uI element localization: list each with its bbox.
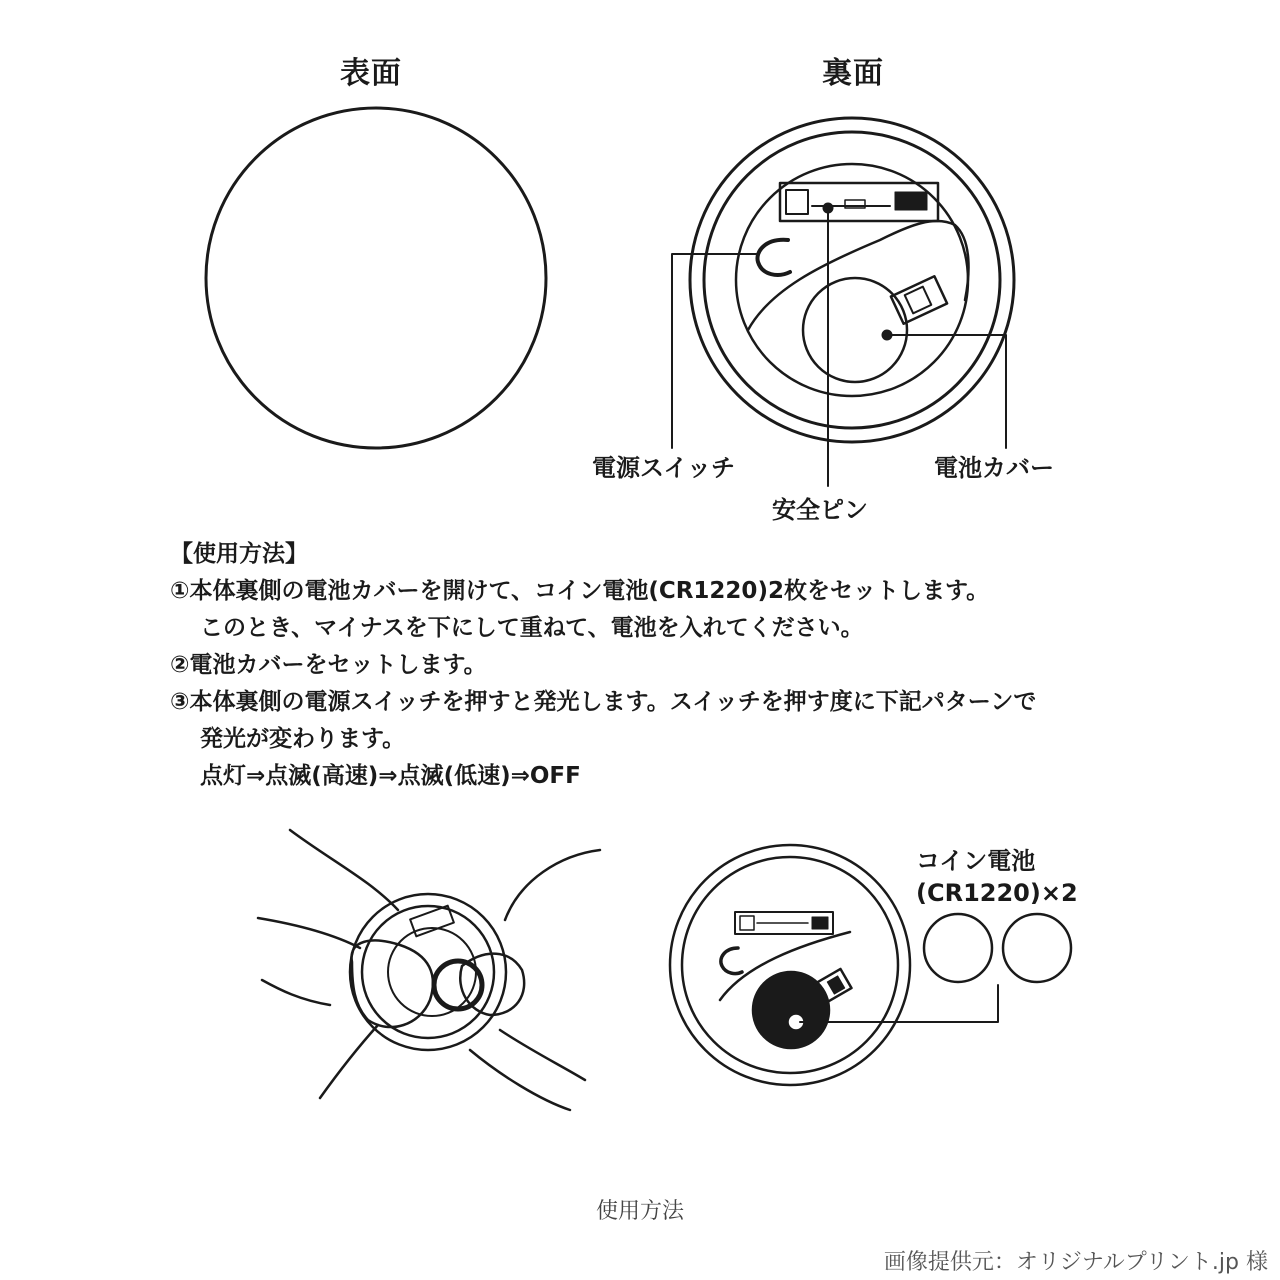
c-clip-icon [757,240,790,275]
step1-line2: このとき、マイナスを下にして重ねて、電池を入れてください。 [200,615,864,641]
power-switch-leader [672,254,757,448]
back-inner-surface [736,164,968,396]
step3-line2: 発光が変わります。 [200,726,406,752]
step1-line1: ①本体裏側の電池カバーを開けて、コイン電池(CR1220)2枚をセットします。 [170,578,990,604]
coin-battery-label-line2: (CR1220)×2 [916,879,1078,907]
latch-icon [891,276,947,323]
instructions-title: 【使用方法】 [170,541,308,567]
power-switch-label: 電源スイッチ [592,454,736,482]
back-outer-ring [690,118,1014,442]
front-heading: 表面 [340,56,402,91]
battery-cover-label: 電池カバー [934,454,1054,482]
back-face [672,118,1014,486]
coin-battery-left [924,914,992,982]
back-inner-ring [704,132,1000,428]
coin-battery-right [1003,914,1071,982]
light-pattern: 点灯⇒点滅(高速)⇒点滅(低速)⇒OFF [200,763,581,789]
step3-line1: ③本体裏側の電源スイッチを押すと発光します。スイッチを押す度に下記パターンで [170,689,1037,715]
safety-pin-label: 安全ピン [772,496,868,524]
front-face-circle [206,108,546,448]
battery-cover-leader [887,335,1006,448]
image-credit: 画像提供元：オリジナルプリント.jp 様 [883,1250,1268,1275]
coin-battery-label [916,845,1078,909]
coin-battery-label-line1: コイン電池 [916,847,1036,875]
instructions-block [170,536,1170,795]
step2: ②電池カバーをセットします。 [170,652,487,678]
back-heading: 裏面 [822,56,884,91]
hands-illustration [258,830,600,1110]
battery-cover [803,278,907,382]
image-caption: 使用方法 [595,1199,684,1224]
